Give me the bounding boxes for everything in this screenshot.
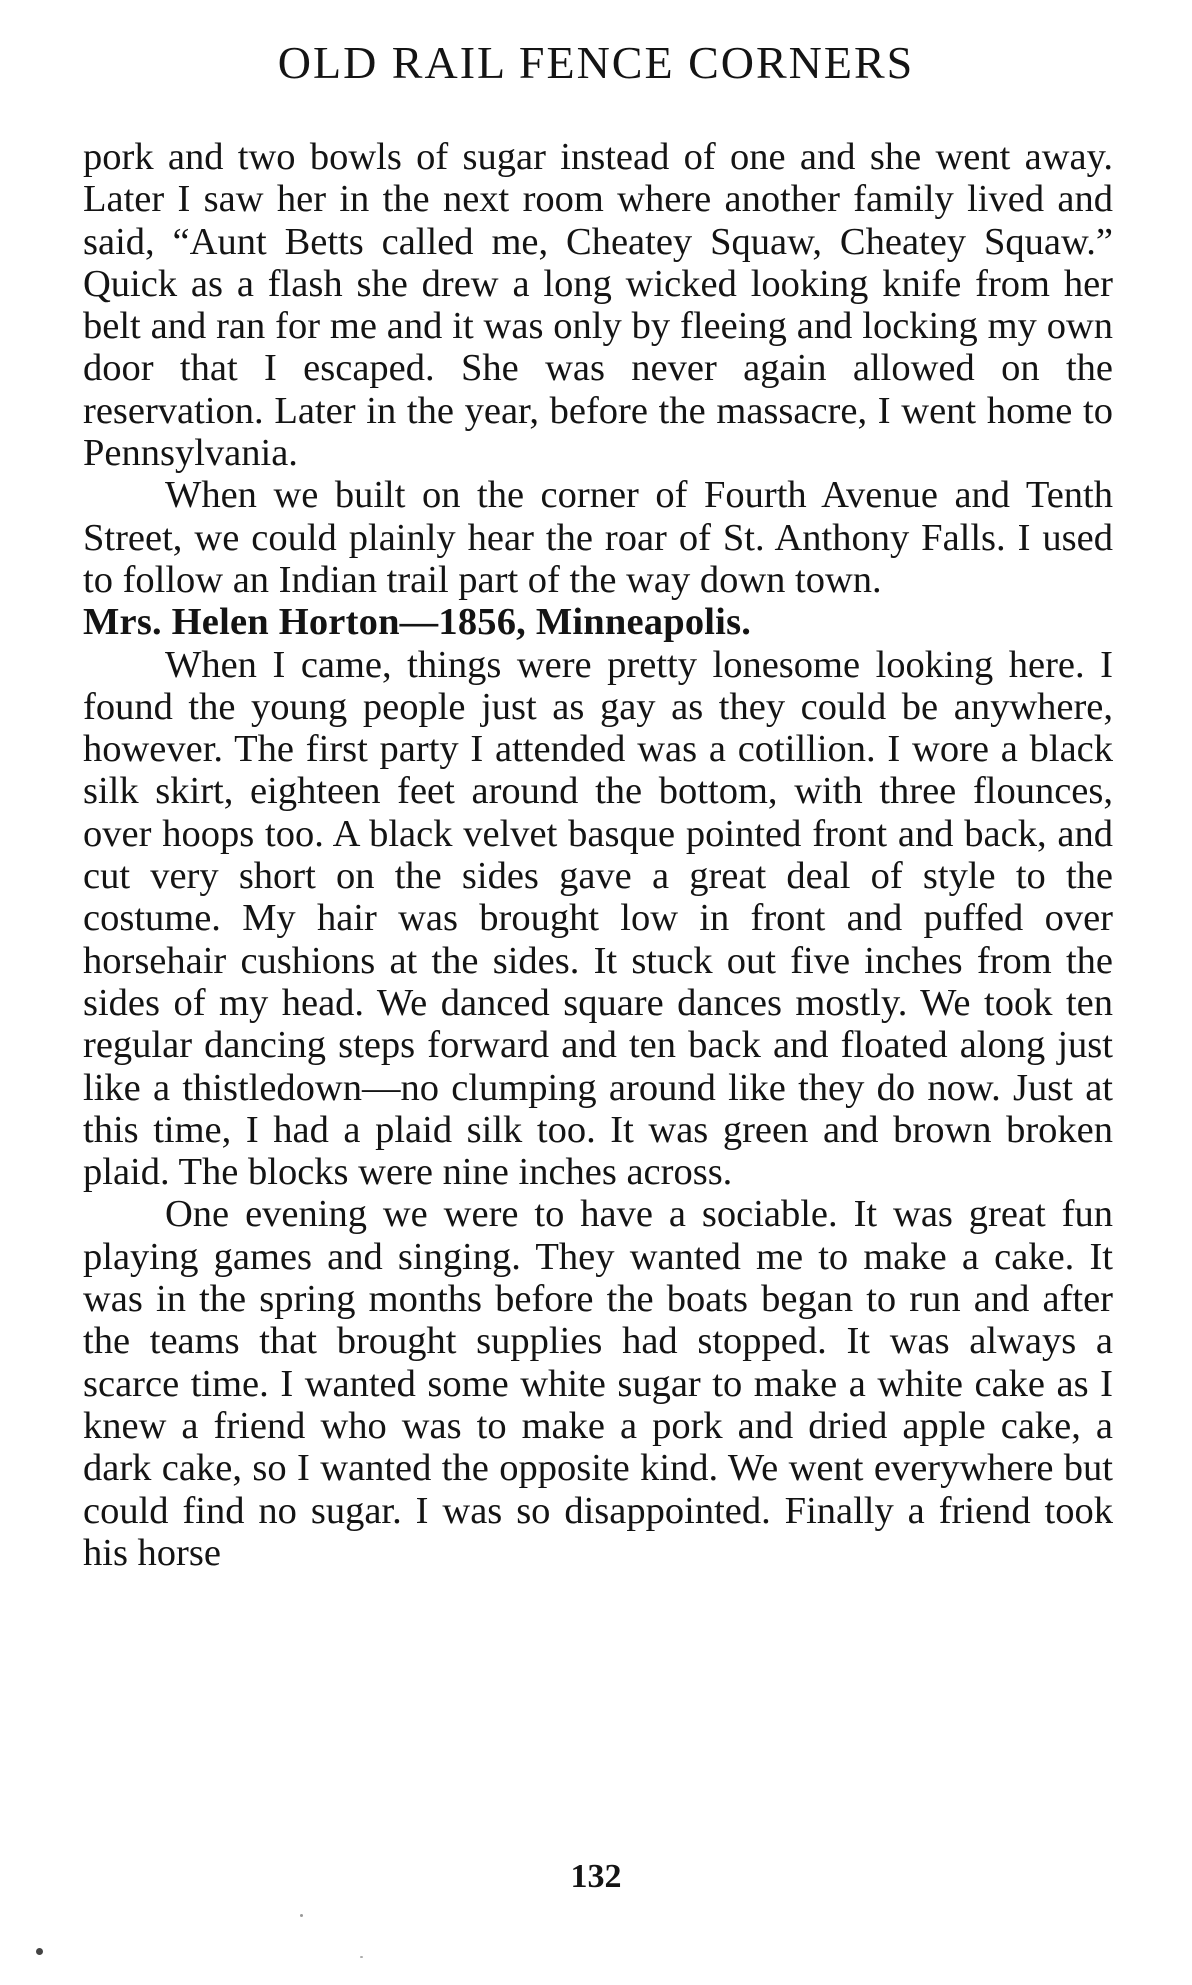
- paragraph-cotillion: When I came, things were pretty lonesome looking here. I found the young people just as gay as they could be anywhere, however. The first party I attended was a cotillion. I wore a black silk skirt, eighteen feet around the bottom, with three flounces, over hoops too. A black velvet basque pointed front and back, and cut very short on the sides gave a great deal of style to the costume. My hair was brought low in front and puffed over horsehair cushions at the sides. It stuck out five inches from the sides of my head. We danced square dances mostly. We took ten regular dancing steps forward and ten back and floated along just like a thistledown—no clumping around like they do now. Just at this time, I had a plaid silk too. It was green and brown broken plaid. The blocks were nine inches across.: [83, 643, 1113, 1194]
- paragraph-sociable: One evening we were to have a sociable. It was great fun playing games and singing. They wanted me to make a cake. It was in the spring months before the boats began to run and after the teams that brought supplies had stopped. It was always a scarce time. I wanted some white sugar to make a white cake as I knew a friend who was to make a pork and dried apple cake, a dark cake, so I wanted the opposite kind. We went everywhere but could find no sugar. I was so disappointed. Finally a friend took his horse: [83, 1193, 1113, 1574]
- paragraph-fourth-avenue: When we built on the corner of Fourth Avenue and Tenth Street, we could plainly hear the roar of St. Anthony Falls. I used to follow an Indian trail part of the way down town.: [83, 474, 1113, 601]
- page-number: 132: [570, 1858, 622, 1895]
- paragraph-continued: pork and two bowls of sugar instead of one and she went away. Later I saw her in the next room where another family lived and said, “Aunt Betts called me, Cheatey Squaw, Cheatey Squaw.” Quick as a flash she drew a long wicked looking knife from her belt and ran for me and it was only by fleeing and locking my own door that I escaped. She was never again allowed on the reservation. Later in the year, before the massacre, I went home to Pennsylvania.: [83, 136, 1113, 475]
- print-speck: [300, 1914, 303, 1917]
- page-body: [83, 136, 1113, 1574]
- print-speck: [36, 1948, 43, 1955]
- running-title: OLD RAIL FENCE CORNERS: [277, 37, 915, 88]
- print-speck: [360, 1956, 363, 1958]
- section-heading-helen-horton: Mrs. Helen Horton—1856, Minneapolis.: [83, 601, 752, 644]
